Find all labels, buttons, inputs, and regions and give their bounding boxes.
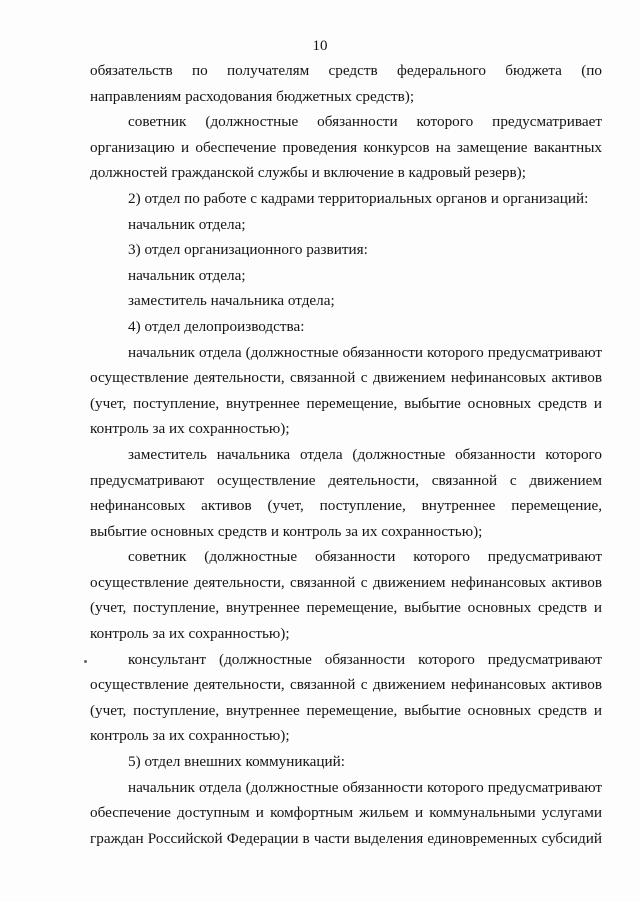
scan-speck	[84, 660, 87, 663]
page-number: 10	[312, 38, 328, 54]
paragraph: начальник отдела;	[128, 215, 246, 233]
paragraph: начальник отдела (должностные обязанности которого предусматривают осуществление деятельности, связанной с движением нефинансовых активов (учет, поступление, внутреннее перемещение, выбытие основных средств и контроль за их сохранностью);	[90, 343, 602, 438]
paragraph: начальник отдела;	[128, 266, 246, 284]
section-heading: 3) отдел организационного развития:	[128, 241, 368, 259]
paragraph: советник (должностные обязанности которого предусматривают осуществление деятельности, связанной с движением нефинансовых активов (учет, поступление, внутреннее перемещение, выбытие основных средств и контроль за их сохранностью);	[90, 548, 602, 643]
paragraph: советник (должностные обязанности которого предусматривает организацию и обеспечение проведения конкурсов на замещение вакантных должностей гражданской службы и включение в кадровый резерв);	[90, 113, 602, 182]
section-heading: 4) отдел делопроизводства:	[128, 317, 305, 335]
section-heading: 2) отдел по работе с кадрами территориальных органов и организаций:	[128, 189, 589, 207]
paragraph: обязательств по получателям средств федерального бюджета (по направлениям расходования бюджетных средств);	[90, 62, 602, 105]
paragraph: заместитель начальника отдела (должностные обязанности которого предусматривают осуществление деятельности, связанной с движением нефинансовых активов (учет, поступление, внутреннее перемещение, выбытие основных средств и контроль за их сохранностью);	[90, 445, 602, 540]
paragraph: начальник отдела (должностные обязанности которого предусматривают обеспечение доступным и комфортным жильем и коммунальными услугами граждан Российской Федерации в части выделения единовременных субсидий	[90, 778, 602, 847]
paragraph: заместитель начальника отдела;	[128, 292, 335, 310]
document-body	[90, 58, 602, 851]
paragraph: консультант (должностные обязанности которого предусматривают осуществление деятельности, связанной с движением нефинансовых активов (учет, поступление, внутреннее перемещение, выбытие основных средств и контроль за их сохранностью);	[90, 650, 602, 745]
section-heading: 5) отдел внешних коммуникаций:	[128, 753, 345, 771]
